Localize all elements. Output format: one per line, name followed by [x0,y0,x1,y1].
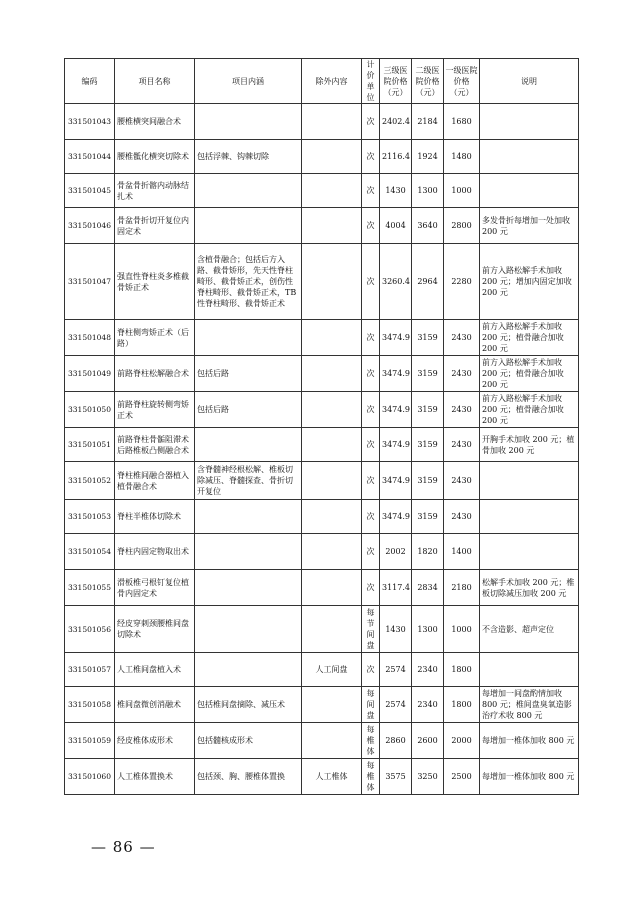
header-unit: 计价单位 [362,59,380,104]
table-row [65,320,579,356]
row-note [480,500,579,534]
row-price-level1: 2180 [444,570,480,606]
row-unit: 次 [362,653,380,687]
row-price-level1: 2280 [444,244,480,320]
table-row [65,653,579,687]
row-exclude [302,208,362,244]
row-price-level1: 2800 [444,208,480,244]
row-content [195,653,302,687]
row-note [480,462,579,500]
row-note: 前方入路松解手术加收 200 元；植骨融合加收 200 元 [480,392,579,428]
row-content: 含植骨融合；包括后方入路、截骨矫形，先天性脊柱畸形、截骨矫正术，创伤性脊柱畸形、截骨矫正术，TB 性脊柱畸形、截骨矫正术 [195,244,302,320]
row-content [195,208,302,244]
row-exclude: 人工椎体 [302,759,362,795]
row-price-level3: 3474.9 [380,392,412,428]
row-code: 331501048 [65,320,115,356]
row-price-level2: 1300 [412,174,444,208]
row-name: 人工椎体置换术 [115,759,195,795]
table-row [65,140,579,174]
row-content: 包括浮棘、钩棘切除 [195,140,302,174]
row-price-level3: 2402.4 [380,104,412,140]
row-exclude [302,500,362,534]
row-name: 脊柱内固定物取出术 [115,534,195,570]
row-name: 腰椎骶化横突切除术 [115,140,195,174]
row-price-level2: 3640 [412,208,444,244]
table-row [65,500,579,534]
row-price-level1: 1400 [444,534,480,570]
header-row [65,59,579,104]
row-note: 前方入路松解手术加收 200 元；植骨融合加收 200 元 [480,356,579,392]
row-exclude [302,140,362,174]
row-price-level2: 1820 [412,534,444,570]
row-price-level1: 1000 [444,606,480,653]
row-code: 331501056 [65,606,115,653]
row-price-level3: 1430 [380,174,412,208]
row-content: 包括后路 [195,356,302,392]
row-exclude [302,392,362,428]
table-row [65,723,579,759]
row-exclude [302,570,362,606]
table-row [65,244,579,320]
row-price-level3: 3474.9 [380,320,412,356]
row-price-level2: 3159 [412,320,444,356]
row-exclude: 人工间盘 [302,653,362,687]
row-name: 脊柱半椎体切除术 [115,500,195,534]
row-exclude [302,606,362,653]
row-price-level3: 3474.9 [380,356,412,392]
table-body [65,104,579,795]
row-name: 骨盆骨折髂内动脉结扎术 [115,174,195,208]
table-row [65,174,579,208]
row-note: 前方入路松解手术加收 200 元；植骨融合加收 200 元 [480,320,579,356]
row-price-level1: 2430 [444,500,480,534]
row-code: 331501047 [65,244,115,320]
row-content: 包括后路 [195,392,302,428]
row-name: 脊柱椎间融合器植入植骨融合术 [115,462,195,500]
row-unit: 次 [362,244,380,320]
row-price-level3: 4004 [380,208,412,244]
header-content: 项目内涵 [195,59,302,104]
row-price-level1: 2430 [444,392,480,428]
row-unit: 每间盘 [362,687,380,723]
row-content [195,428,302,462]
row-exclude [302,320,362,356]
row-content [195,570,302,606]
header-price-level1: 一级医院价格（元） [444,59,480,104]
row-price-level2: 3159 [412,392,444,428]
row-name: 前路脊柱松解融合术 [115,356,195,392]
table-row [65,208,579,244]
row-price-level2: 2184 [412,104,444,140]
row-price-level3: 3260.4 [380,244,412,320]
header-exclude: 除外内容 [302,59,362,104]
header-code: 编码 [65,59,115,104]
row-code: 331501059 [65,723,115,759]
row-price-level2: 3250 [412,759,444,795]
table-row [65,534,579,570]
row-name: 人工椎间盘植入术 [115,653,195,687]
row-content: 包括椎间盘摘除、减压术 [195,687,302,723]
row-unit: 次 [362,392,380,428]
row-price-level1: 2430 [444,356,480,392]
row-price-level2: 2964 [412,244,444,320]
table-row [65,570,579,606]
row-code: 331501053 [65,500,115,534]
table-row [65,392,579,428]
row-price-level1: 2500 [444,759,480,795]
row-code: 331501060 [65,759,115,795]
row-name: 滑板椎弓根钉复位植骨内固定术 [115,570,195,606]
row-note [480,104,579,140]
row-code: 331501057 [65,653,115,687]
row-unit: 每椎体 [362,759,380,795]
row-price-level3: 3474.9 [380,500,412,534]
row-unit: 次 [362,500,380,534]
row-price-level1: 2000 [444,723,480,759]
row-note: 多发骨折每增加一处加收 200 元 [480,208,579,244]
row-code: 331501054 [65,534,115,570]
row-code: 331501051 [65,428,115,462]
header-price-level3: 三级医院价格（元） [380,59,412,104]
table-row [65,759,579,795]
row-price-level3: 3117.4 [380,570,412,606]
row-unit: 次 [362,428,380,462]
table-row [65,687,579,723]
row-content: 含脊髓神经根松解、椎板切除减压、脊髓探查、骨折切开复位 [195,462,302,500]
header-note: 说明 [480,59,579,104]
row-price-level3: 2574 [380,653,412,687]
row-note: 松解手术加收 200 元；椎板切除减压加收 200 元 [480,570,579,606]
row-price-level1: 1000 [444,174,480,208]
row-name: 骨盆骨折切开复位内固定术 [115,208,195,244]
row-code: 331501044 [65,140,115,174]
row-code: 331501049 [65,356,115,392]
row-exclude [302,244,362,320]
row-content: 包括髓核成形术 [195,723,302,759]
row-exclude [302,534,362,570]
row-price-level1: 1480 [444,140,480,174]
table-row [65,356,579,392]
row-note: 每增加一椎体加收 800 元 [480,723,579,759]
table-row [65,428,579,462]
row-price-level2: 2834 [412,570,444,606]
row-price-level2: 2340 [412,653,444,687]
row-unit: 次 [362,174,380,208]
row-code: 331501055 [65,570,115,606]
row-exclude [302,356,362,392]
row-content [195,320,302,356]
row-content [195,606,302,653]
row-price-level3: 3474.9 [380,428,412,462]
row-content [195,500,302,534]
price-table [64,58,579,795]
row-name: 强直性脊柱炎多椎截骨矫正术 [115,244,195,320]
row-content [195,104,302,140]
row-price-level2: 3159 [412,462,444,500]
row-unit: 次 [362,462,380,500]
row-content [195,534,302,570]
row-unit: 次 [362,570,380,606]
header-name: 项目名称 [115,59,195,104]
row-price-level1: 2430 [444,428,480,462]
row-price-level1: 2430 [444,462,480,500]
row-note: 每增加一间盘酌情加收 800 元；椎间盘臭氧造影治疗术收 800 元 [480,687,579,723]
row-unit: 每节间盘 [362,606,380,653]
row-note [480,534,579,570]
row-note [480,174,579,208]
row-unit: 次 [362,320,380,356]
row-note: 开胸手术加收 200 元；植骨加收 200 元 [480,428,579,462]
row-content: 包括颈、胸、腰椎体置换 [195,759,302,795]
row-code: 331501046 [65,208,115,244]
row-exclude [302,174,362,208]
row-code: 331501058 [65,687,115,723]
row-code: 331501045 [65,174,115,208]
row-price-level1: 1680 [444,104,480,140]
row-note [480,653,579,687]
row-exclude [302,687,362,723]
row-content [195,174,302,208]
row-code: 331501050 [65,392,115,428]
row-price-level3: 3474.9 [380,462,412,500]
row-note: 每增加一椎体加收 800 元 [480,759,579,795]
header-price-level2: 二级医院价格（元） [412,59,444,104]
row-code: 331501052 [65,462,115,500]
row-exclude [302,104,362,140]
row-name: 经皮穿刺颈腰椎间盘切除术 [115,606,195,653]
row-price-level3: 2574 [380,687,412,723]
row-price-level2: 1924 [412,140,444,174]
row-price-level3: 1430 [380,606,412,653]
row-price-level2: 3159 [412,428,444,462]
row-name: 椎间盘微创消融术 [115,687,195,723]
row-price-level1: 1800 [444,687,480,723]
row-name: 前路脊柱旋转侧弯矫正术 [115,392,195,428]
row-unit: 次 [362,104,380,140]
row-unit: 次 [362,534,380,570]
table-row [65,104,579,140]
row-price-level3: 2860 [380,723,412,759]
row-unit: 次 [362,208,380,244]
row-price-level2: 2600 [412,723,444,759]
row-price-level2: 3159 [412,356,444,392]
row-unit: 每椎体 [362,723,380,759]
row-price-level3: 3575 [380,759,412,795]
row-note: 前方入路松解手术加收 200 元；增加内固定加收 200 元 [480,244,579,320]
row-price-level2: 1300 [412,606,444,653]
row-price-level2: 2340 [412,687,444,723]
row-name: 前路脊柱骨骺阻滞术后路椎板凸侧融合术 [115,428,195,462]
row-unit: 次 [362,356,380,392]
table-row [65,462,579,500]
row-price-level1: 2430 [444,320,480,356]
page-number: — 86 — [91,838,156,856]
row-exclude [302,723,362,759]
row-unit: 次 [362,140,380,174]
row-name: 经皮椎体成形术 [115,723,195,759]
row-name: 腰椎横突间融合术 [115,104,195,140]
row-price-level3: 2002 [380,534,412,570]
row-code: 331501043 [65,104,115,140]
row-exclude [302,462,362,500]
row-note [480,140,579,174]
row-price-level2: 3159 [412,500,444,534]
row-note: 不含造影、超声定位 [480,606,579,653]
row-exclude [302,428,362,462]
table-row [65,606,579,653]
row-price-level3: 2116.4 [380,140,412,174]
row-name: 脊柱侧弯矫正术（后路） [115,320,195,356]
row-price-level1: 1800 [444,653,480,687]
